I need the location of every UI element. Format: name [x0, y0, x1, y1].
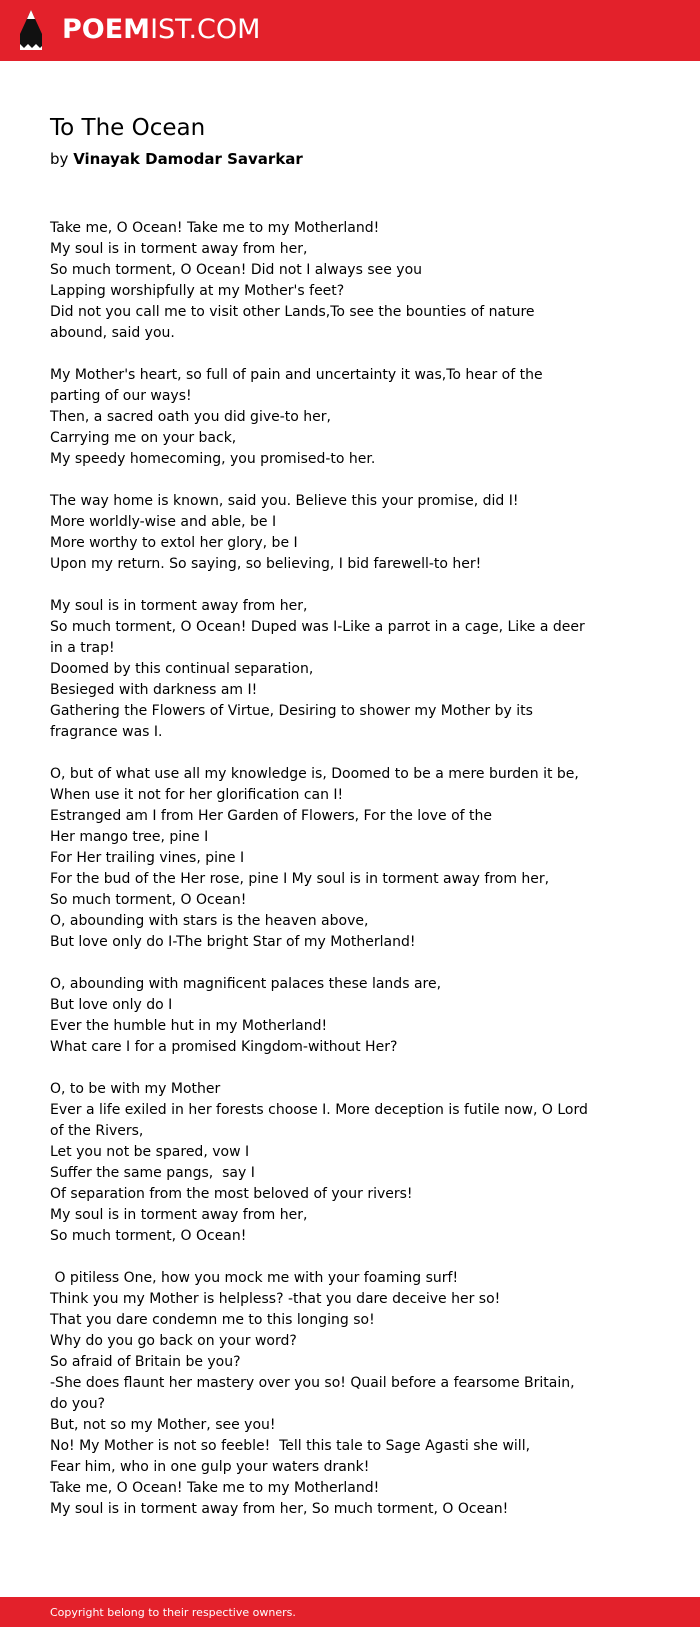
poem-stanza: [50, 1268, 590, 1520]
poem-line: My soul is in torment away from her,: [50, 241, 308, 257]
poem-line: Take me, O Ocean! Take me to my Motherland!: [50, 220, 380, 236]
poem-line: Her mango tree, pine I: [50, 829, 209, 845]
poem-line: Suffer the same pangs, say I: [50, 1165, 255, 1181]
poem-line: My Mother's heart, so full of pain and uncertainty it was,To hear of the parting of our ways!: [50, 367, 548, 404]
poem-line: O, to be with my Mother: [50, 1081, 221, 1097]
poem-line: That you dare condemn me to this longing so!: [50, 1312, 375, 1328]
poem-line: More worldly-wise and able, be I: [50, 514, 277, 530]
poem-stanza: [50, 764, 590, 953]
poem-body: [50, 218, 593, 1541]
poem-byline: [50, 148, 303, 170]
site-footer: [0, 1597, 700, 1627]
poem-title: To The Ocean: [50, 115, 206, 141]
poem-line: But love only do I: [50, 997, 173, 1013]
poem-line: My speedy homecoming, you promised-to her.: [50, 451, 376, 467]
poem-line: Take me, O Ocean! Take me to my Motherland!: [50, 1480, 380, 1496]
poem-line: No! My Mother is not so feeble! Tell this tale to Sage Agasti she will,: [50, 1438, 531, 1454]
logo-light-text: IST.COM: [150, 14, 261, 45]
poem-line: So afraid of Britain be you?: [50, 1354, 241, 1370]
poem-line: My soul is in torment away from her, So much torment, O Ocean!: [50, 1501, 509, 1517]
byline-prefix: by: [50, 150, 69, 168]
poem-line: Let you not be spared, vow I: [50, 1144, 250, 1160]
poem-line: Besieged with darkness am I!: [50, 682, 258, 698]
poem-line: For Her trailing vines, pine I: [50, 850, 245, 866]
poem-line: Did not you call me to visit other Lands,To see the bounties of nature abound, said you.: [50, 304, 539, 341]
poem-line: So much torment, O Ocean! Duped was I-Like a parrot in a cage, Like a deer in a trap!: [50, 619, 590, 656]
footer-copyright: Copyright belong to their respective owners.: [50, 1606, 296, 1619]
site-header: [0, 0, 700, 61]
poem-line: Ever the humble hut in my Motherland!: [50, 1018, 328, 1034]
logo-bold-text: POEM: [62, 14, 151, 45]
poem-stanza: [50, 1079, 593, 1247]
poem-line: O, abounding with stars is the heaven above,: [50, 913, 369, 929]
poem-line: When use it not for her glorification can I!: [50, 787, 344, 803]
site-logo[interactable]: [62, 12, 260, 48]
poem-line: So much torment, O Ocean!: [50, 1228, 247, 1244]
pencil-icon[interactable]: [18, 10, 44, 52]
poem-line: But love only do I-The bright Star of my Motherland!: [50, 934, 416, 950]
poem-line: -She does flaunt her mastery over you so! Quail before a fearsome Britain, do you?: [50, 1375, 579, 1412]
poem-line: O, abounding with magnificent palaces these lands are,: [50, 976, 442, 992]
poem-line: But, not so my Mother, see you!: [50, 1417, 276, 1433]
poem-line: For the bud of the Her rose, pine I My soul is in torment away from her,: [50, 871, 550, 887]
poem-line: Estranged am I from Her Garden of Flowers, For the love of the: [50, 808, 492, 824]
poem-stanza: [50, 365, 590, 470]
poem-line: O pitiless One, how you mock me with your foaming surf!: [50, 1270, 459, 1286]
poem-line: The way home is known, said you. Believe this your promise, did I!: [50, 493, 519, 509]
poem-line: My soul is in torment away from her,: [50, 1207, 308, 1223]
poem-line: Upon my return. So saying, so believing, I bid farewell-to her!: [50, 556, 482, 572]
poem-line: Lapping worshipfully at my Mother's feet?: [50, 283, 345, 299]
poem-line: My soul is in torment away from her,: [50, 598, 308, 614]
poem-line: So much torment, O Ocean! Did not I always see you: [50, 262, 423, 278]
poem-line: Ever a life exiled in her forests choose I. More deception is futile now, O Lord of the Rivers,: [50, 1102, 593, 1139]
poem-line: Of separation from the most beloved of your rivers!: [50, 1186, 413, 1202]
poem-line: Why do you go back on your word?: [50, 1333, 297, 1349]
poem-line: Think you my Mother is helpless? -that you dare deceive her so!: [50, 1291, 501, 1307]
poem-stanza: [50, 974, 590, 1058]
poem-line: More worthy to extol her glory, be I: [50, 535, 298, 551]
poem-line: So much torment, O Ocean!: [50, 892, 247, 908]
poem-line: O, but of what use all my knowledge is, Doomed to be a mere burden it be,: [50, 766, 579, 782]
poem-line: Then, a sacred oath you did give-to her,: [50, 409, 331, 425]
poem-line: What care I for a promised Kingdom-without Her?: [50, 1039, 398, 1055]
poem-line: Carrying me on your back,: [50, 430, 237, 446]
poem-line: Gathering the Flowers of Virtue, Desiring to shower my Mother by its fragrance was I.: [50, 703, 538, 740]
poem-stanza: [50, 218, 590, 344]
poem-stanza: [50, 596, 590, 743]
poem-stanza: [50, 491, 590, 575]
poem-line: Doomed by this continual separation,: [50, 661, 314, 677]
poem-author[interactable]: Vinayak Damodar Savarkar: [73, 150, 303, 168]
poem-line: Fear him, who in one gulp your waters drank!: [50, 1459, 370, 1475]
